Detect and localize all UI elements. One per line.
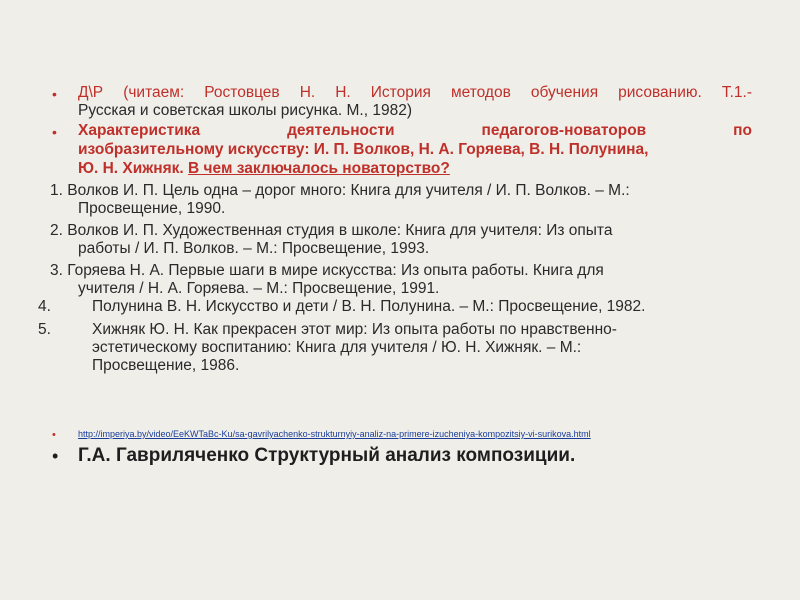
- ref-2-line1: 2. Волков И. П. Художественная студия в школе: Книга для учителя: Из опыта: [50, 222, 613, 239]
- item2-question: В чем заключалось новаторство?: [188, 160, 450, 177]
- item2-authors-tail: Ю. Н. Хижняк.: [78, 160, 189, 177]
- ref-1-line2: Просвещение, 1990.: [78, 200, 226, 217]
- ref-1-line1: 1. Волков И. П. Цель одна – дорог много: Книга для учителя / И. П. Волков. – М.:: [50, 182, 630, 199]
- ref-4-line1: Полунина В. Н. Искусство и дети / В. Н. Полунина. – М.: Просвещение, 1982.: [92, 298, 646, 315]
- item1-line2: Русская и советская школы рисунка. М., 1982): [78, 102, 412, 119]
- ref-3-line1: 3. Горяева Н. А. Первые шаги в мире искусства: Из опыта работы. Книга для: [50, 262, 604, 279]
- footer-title: Г.А. Гавриляченко Структурный анализ композиции.: [78, 445, 576, 466]
- ref-4-number: 4.: [38, 298, 51, 315]
- item2-line3: [78, 160, 450, 178]
- item2-line1: Характеристика деятельности педагогов-новаторов по: [78, 122, 752, 139]
- ref-5-number: 5.: [38, 321, 51, 338]
- bullet-footer: •: [52, 446, 59, 466]
- ref-5-line3: Просвещение, 1986.: [92, 357, 240, 374]
- bullet-link: •: [52, 429, 56, 441]
- ref-3-line2: учителя / Н. А. Горяева. – М.: Просвещение, 1991.: [78, 280, 440, 297]
- ref-5-line1: Хижняк Ю. Н. Как прекрасен этот мир: Из опыта работы по нравственно-: [92, 321, 617, 338]
- bullet-1: •: [52, 86, 57, 102]
- item1-line1: Д\Р (читаем: Ростовцев Н. Н. История методов обучения рисованию. Т.1.-: [78, 84, 752, 101]
- ref-5-line2: эстетическому воспитанию: Книга для учителя / Ю. Н. Хижняк. – М.:: [92, 339, 582, 356]
- ref-2-line2: работы / И. П. Волков. – М.: Просвещение, 1993.: [78, 240, 430, 257]
- item2-line2: изобразительному искусству: И. П. Волков, Н. А. Горяева, В. Н. Полунина,: [78, 141, 649, 158]
- bullet-2: •: [52, 124, 57, 140]
- video-link[interactable]: http://imperiya.by/video/EeKWTaBc-Ku/sa-gavrilyachenko-strukturnyiy-analiz-na-primere-izucheniya-kompozitsiy-vi-surikova.html: [78, 429, 591, 439]
